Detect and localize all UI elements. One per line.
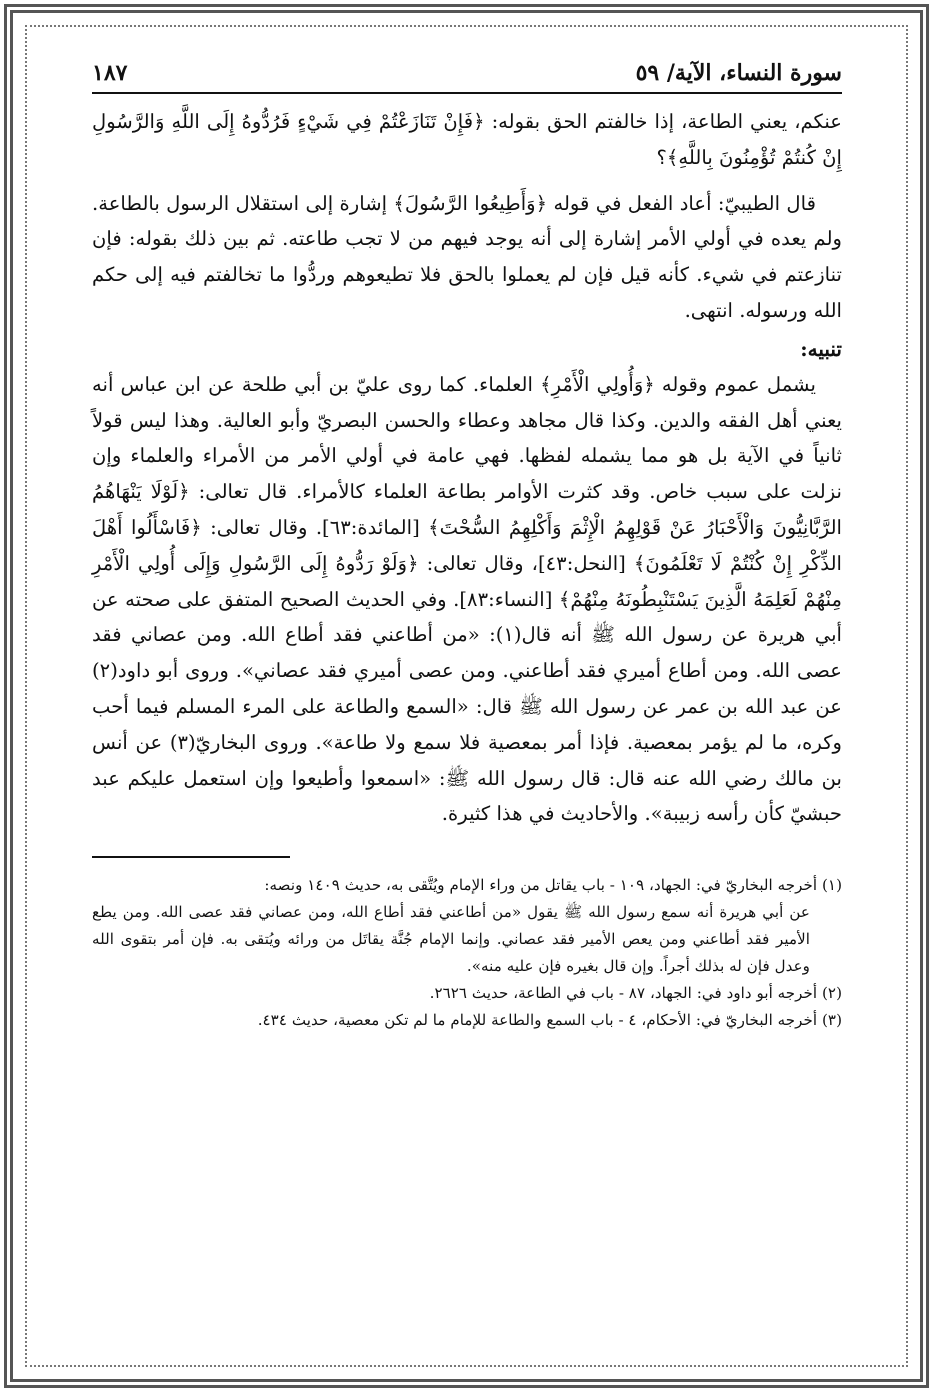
book-page — [92, 60, 842, 1034]
paragraph-2: قال الطيبيّ: أعاد الفعل في قوله ﴿وَأَطِيعُوا الرَّسُولَ﴾ إشارة إلى استقلال الرسول بالطاعة. ولم يعده في أولي الأمر إشارة إلى أنه يوجد فيهم من لا تجب طاعته. ثم بين ذلك بقوله: فإن تنازعتم في شيء. كأنه قيل فإن لم يعملوا بالحق فلا تطيعوهم وردُّوا ما تخالفتم فيه إلى حكم الله ورسوله. انتهى. — [92, 191, 842, 322]
footnotes — [92, 872, 842, 1034]
footnote-2: (٢) أخرجه أبو داود في: الجهاد، ٨٧ - باب في الطاعة، حديث ٢٦٢٦. — [429, 984, 842, 1003]
paragraph-1: عنكم، يعني الطاعة، إذا خالفتم الحق بقوله: ﴿فَإِنْ تَنَازَعْتُمْ فِي شَيْءٍ فَرُدُّوهُ إِلَى اللَّهِ وَالرَّسُولِ إِنْ كُنتُمْ تُؤْمِنُونَ بِاللَّهِ﴾؟ — [92, 110, 842, 169]
section-heading: تنبيه: — [800, 336, 842, 361]
header-title: سورة النساء، الآية/ ٥٩ — [635, 60, 842, 86]
footnote-separator — [92, 856, 290, 858]
footnote-1: (١) أخرجه البخاريّ في: الجهاد، ١٠٩ - باب يقاتل من وراء الإمام ويُتَّقى به، حديث ١٤٠٩ ونصه: — [264, 876, 842, 895]
paragraph-3: يشمل عموم وقوله ﴿وَأُولِي الْأَمْرِ﴾ العلماء. كما روى عليّ بن أبي طلحة عن ابن عباس أنه يعني أهل الفقه والدين. وكذا قال مجاهد وعطاء والحسن البصريّ وأبو العالية. وهذا ليس قولاً ثانياً في الآية بل هو مما يشمله لفظها. فهي عامة في أولي الأمر من الأمراء والعلماء وإن نزلت على سبب خاص. وقد كثرت الأوامر بطاعة العلماء كالأمراء. قال تعالى: ﴿لَوْلَا يَنْهَاهُمُ الرَّبَّانِيُّونَ وَالْأَحْبَارُ عَنْ قَوْلِهِمُ الْإِثْمَ وَأَكْلِهِمُ السُّحْتَ﴾ [المائدة:٦٣]. وقال تعالى: ﴿فَاسْأَلُوا أَهْلَ الذِّكْرِ إِنْ كُنْتُمْ لَا تَعْلَمُونَ﴾ [النحل:٤٣]، وقال تعالى: ﴿وَلَوْ رَدُّوهُ إِلَى الرَّسُولِ وَإِلَى أُولِي الْأَمْرِ مِنْهُمْ لَعَلِمَهُ الَّذِينَ يَسْتَنْبِطُونَهُ مِنْهُمْ﴾ [النساء:٨٣]. وفي الحديث الصحيح المتفق على صحته عن أبي هريرة عن رسول الله ﷺ أنه قال(١): «من أطاعني فقد أطاع الله. ومن عصاني فقد عصى الله. ومن أطاع أميري فقد أطاعني. ومن عصى أميري فقد عصاني». وروى أبو داود(٢) عن عبد الله بن عمر عن رسول الله ﷺ قال: «السمع والطاعة على المرء المسلم فيما أحب وكره، ما لم يؤمر بمعصية. فإذا أمر بمعصية فلا سمع ولا طاعة». وروى البخاريّ(٣) عن أنس بن مالك رضي الله عنه قال: قال رسول الله ﷺ: «اسمعوا وأطيعوا وإن استعمل عليكم عبد حبشيّ كأن رأسه زبيبة». والأحاديث في هذا كثيرة. — [92, 372, 843, 826]
page-number: ١٨٧ — [92, 60, 128, 86]
running-header — [92, 60, 842, 94]
footnote-1-text: عن أبي هريرة أنه سمع رسول الله ﷺ يقول «من أطاعني فقد أطاع الله، ومن عصاني فقد عصى الله. ومن يطع الأمير فقد أطاعني ومن يعص الأمير فقد عصاني. وإنما الإمام جُنَّة يقاتَل من ورائه ويُتقى به. فإن أمر بتقوى الله وعدل فإن له بذلك أجراً. وإن قال بغيره فإن عليه منه». — [92, 903, 810, 976]
footnote-3: (٣) أخرجه البخاريّ في: الأحكام، ٤ - باب السمع والطاعة للإمام ما لم تكن معصية، حديث ٤٣٤. — [257, 1011, 842, 1030]
